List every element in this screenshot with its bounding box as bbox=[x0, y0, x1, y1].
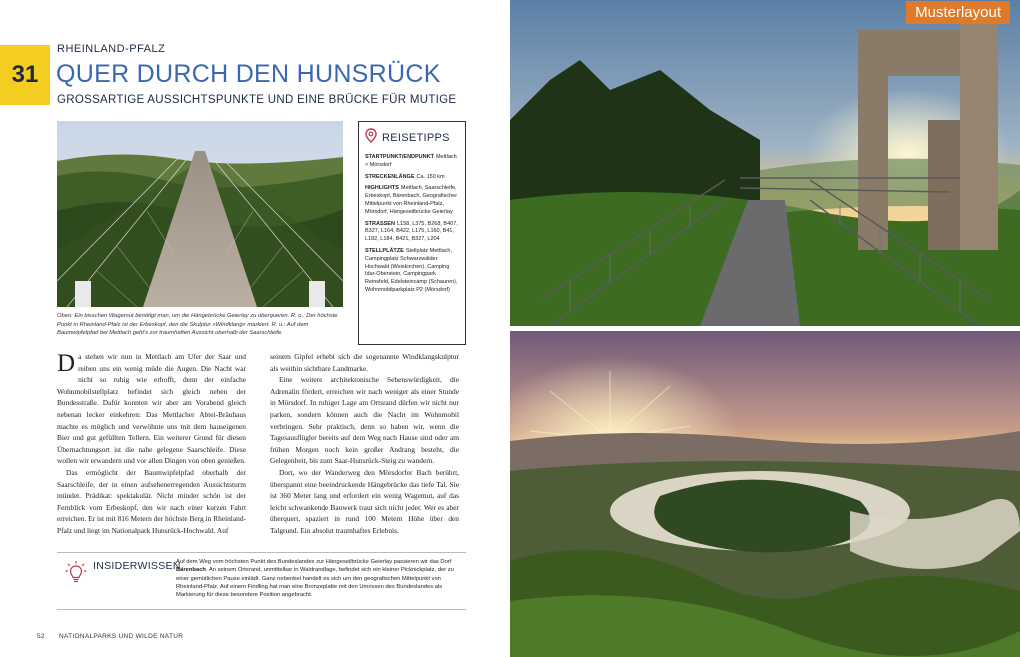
body-paragraph: Dort, wo der Wanderweg den Mörsdorfer Bach berührt, überspannt eine beeindruckende Hängebrücke das tiefe Tal. Sie ist 360 Meter lang und erfordert ein wenig Wagemut, auf das leicht schwankende Bauwerk traut sich nicht jeder. Wer es aber überquert, spaziert in rund 100 Metern Höhe über den Talgrund. Ein absolut traumhaftes Erlebnis. bbox=[270, 467, 459, 535]
insider-divider-top bbox=[57, 552, 466, 553]
travel-tips-title: REISETIPPS bbox=[382, 132, 450, 144]
saarschleife-photo bbox=[510, 331, 1020, 657]
body-column-2 bbox=[270, 351, 459, 537]
travel-tips-header bbox=[365, 128, 459, 148]
tip-start-end: STARTPUNKT/ENDPUNKT Mettlach > Mörsdorf bbox=[365, 154, 457, 168]
right-page bbox=[510, 0, 1020, 657]
tip-distance: STRECKENLÄNGE Ca. 150 km bbox=[365, 173, 445, 180]
suspension-bridge-photo bbox=[57, 121, 343, 307]
page-subtitle: GROSSARTIGE AUSSICHTSPUNKTE UND EINE BRÜCKE FÜR MUTIGE bbox=[57, 94, 457, 106]
footer-section: NATIONALPARKS UND WILDE NATUR bbox=[58, 633, 184, 640]
tip-roads: STRASSEN L158, L375, B268, B407, B327, L164, B422, L175, L160, B41, L182, L184, B421, B327, L204 bbox=[365, 220, 458, 243]
tip-parking: STELLPLÄTZE Stellplatz Mettlach, Campingplatz Schwarzwälder Hochwald (Weiskirchen), Camping Idar-Oberstein, Campingpark Reinsfeld, Edelsteincamp (Schauren), Wohnmobilparkplatz P2 (Mörsdorf) bbox=[365, 247, 458, 293]
body-column-1 bbox=[57, 351, 246, 537]
insider-label: INSIDERWISSEN bbox=[93, 560, 181, 572]
travel-tips-box bbox=[358, 121, 466, 345]
sculpture-walkway-illustration bbox=[510, 0, 1020, 326]
photo-caption: Oben: Ein bisschen Wagemut benötigt man, um die Hängebrücke Geierlay zu überqueren. R. o.: Der höchste Punkt in Rheinland-Pfalz ist der Erbeskopf, den die Skulptur »Windklang« markiert. R. u.: Auf dem Baumwipfelpfad bei Mettlach geht's zur traumhaften Aussicht oberhalb der Saarschleife. bbox=[57, 313, 338, 337]
page-title: QUER DURCH DEN HUNSRÜCK bbox=[56, 60, 441, 88]
insider-divider-bottom bbox=[57, 609, 466, 610]
sample-layout-badge: Musterlayout bbox=[906, 1, 1010, 24]
region-label: RHEINLAND-PFALZ bbox=[57, 43, 166, 55]
lightbulb-icon bbox=[65, 560, 87, 589]
page-number: 52 bbox=[37, 633, 45, 640]
page-footer bbox=[37, 633, 195, 640]
body-paragraph: Das ermöglicht der Baumwipfelpfad oberhalb der Saarschleife, der in einen aufsehenerregenden Aussichtsturm mündet. Prädikat: spektakulär. Nicht minder schön ist der Fernblick vom Erbeskopf, den wir nach einer kurzen Fahrt erreichen. Er ist mit 816 Metern der höchste Berg in Rheinland-Pfalz und liegt im Nationalpark Hunsrück-Hochwald. Auf bbox=[57, 467, 246, 535]
body-paragraph: Da stehen wir nun in Mettlach am Ufer der Saar und reiben uns ein wenig müde die Augen. Die Nacht war nicht so ruhig wie erhofft, denn der einfache Wohnmobilstellplatz befindet sich gleich neben der Bundesstraße. Dafür konnten wir aber am Vorabend gleich nebenan lecker einkehren: Das Mettlacher Abtei-Bräuhaus machte es möglich und verwöhnte uns mit dem hauseigenen Bier und gut gefüllten Tellern. Ein weiterer Grund für diesen Übernachtungsort ist die nahe gelegene Saarschleife. Diese wollen wir erwandern und vor allen Dingen von oben genießen. bbox=[57, 350, 246, 466]
body-paragraph: seinem Gipfel erhebt sich die sogenannte Windklangskulptur als weithin sichtbare Landmarke. bbox=[270, 352, 459, 373]
tip-highlights: HIGHLIGHTS Mettlach, Saarschleife, Erbeskopf, Bärenbach, Geografischer Mittelpunkt von Rheinland-Pfalz, Mörsdorf, Hängeseilbrücke Geierlay bbox=[365, 185, 458, 215]
suspension-bridge-illustration bbox=[57, 121, 343, 307]
body-paragraph: Eine weitere architektonische Sehenswürdigkeit, die Adrenalin fördert, erreichen wir nach weniger als einer Stunde in Mörsdorf. In ruhiger Lage am Ortsrand dürfen wir nicht nur parken, sondern können auch die Nacht im Wohnmobil verbringen. Sehr praktisch, denn so haben wir, wenn die Tagesausflügler bereits auf dem Weg nach Hause sind oder am frühen Morgen noch kein großer Andrang besteht, die Gelegenheit, bis zum Saar-Hunsrück-Steig zu wandern. bbox=[270, 375, 459, 466]
windklang-sculpture-photo bbox=[510, 0, 1020, 326]
location-pin-icon bbox=[365, 128, 377, 148]
insider-text: Auf dem Weg vom höchsten Punkt des Bundeslandes zur Hängeseilbrücke Geierlay passieren wir das Dorf Bärenbach. An seinem Ortsrand, unmittelbar in Waldrandlage, befindet sich ein kleiner Picknickplatz, der zu einer gemütlichen Pause einlädt. Ganz nebenbei handelt es sich um den geografischen Mittelpunkt von Rheinland-Pfalz. Auf einem Findling hat man eine Bronzeplatte mit den Umrissen des Bundeslandes als Markierung für diese besondere Position angebracht. bbox=[176, 559, 454, 599]
dropcap: D bbox=[57, 350, 76, 377]
river-loop-illustration bbox=[510, 331, 1020, 657]
chapter-number: 31 bbox=[0, 45, 50, 105]
